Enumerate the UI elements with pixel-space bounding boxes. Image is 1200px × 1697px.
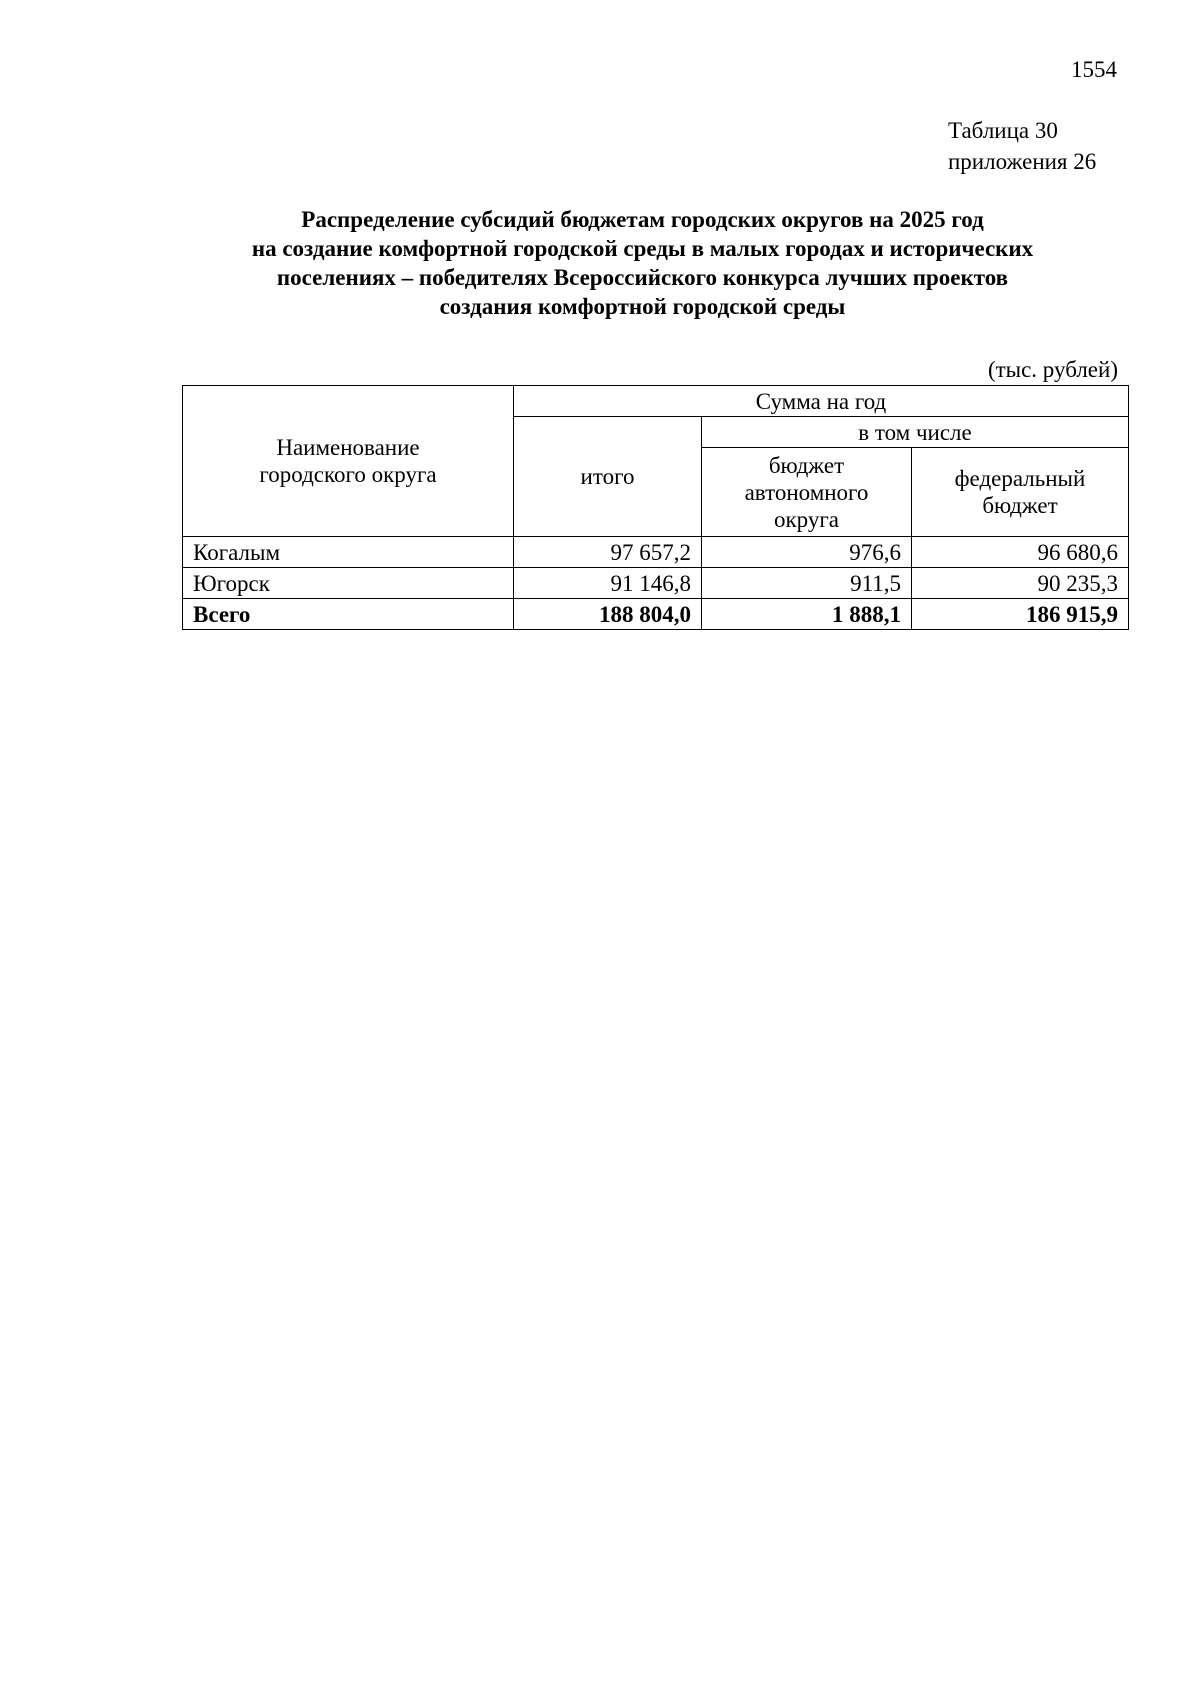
cell-regional: 976,6	[702, 537, 912, 568]
table-row	[183, 568, 1129, 599]
subsidies-table	[182, 385, 1129, 630]
cell-regional: 911,5	[702, 568, 912, 599]
cell-grand-total: 188 804,0	[514, 599, 702, 630]
cell-federal: 90 235,3	[912, 568, 1129, 599]
cell-grand-regional: 1 888,1	[702, 599, 912, 630]
title-line4: создания комфортной городской среды	[439, 294, 846, 319]
table-reference-line1: Таблица 30	[948, 118, 1058, 143]
units-label: (тыс. рублей)	[987, 357, 1118, 382]
cell-total-label: Всего	[183, 599, 514, 630]
header-federal-budget	[912, 448, 1129, 537]
table-reference-line2: приложения 26	[948, 149, 1097, 174]
header-sum-per-year: Сумма на год	[514, 386, 1129, 417]
title-line1: Распределение субсидий бюджетам городских округов на 2025 год	[301, 207, 984, 232]
header-regional-line3: округа	[773, 506, 839, 532]
cell-federal: 96 680,6	[912, 537, 1129, 568]
header-name-line1: Наименование	[276, 435, 420, 460]
document-title	[160, 205, 1125, 321]
table-reference	[948, 115, 1096, 177]
header-regional-budget	[702, 448, 912, 537]
header-regional-line1: бюджет	[768, 452, 845, 478]
cell-name: Когалым	[183, 537, 514, 568]
header-regional-line2: автономного	[744, 479, 869, 505]
table-row	[183, 537, 1129, 568]
cell-total: 97 657,2	[514, 537, 702, 568]
header-name-line2: городского округа	[259, 462, 437, 487]
title-line3: поселениях – победителях Всероссийского конкурса лучших проектов	[276, 265, 1009, 290]
header-federal-line1: федеральный	[954, 466, 1086, 491]
header-name	[183, 386, 514, 537]
cell-total: 91 146,8	[514, 568, 702, 599]
title-line2: на создание комфортной городской среды в малых городах и исторических	[251, 236, 1034, 261]
header-total: итого	[514, 417, 702, 537]
cell-name: Югорск	[183, 568, 514, 599]
page-number: 1554	[1071, 57, 1117, 82]
cell-grand-federal: 186 915,9	[912, 599, 1129, 630]
table-total-row	[183, 599, 1129, 630]
header-including: в том числе	[702, 417, 1129, 448]
header-federal-line2: бюджет	[982, 493, 1058, 518]
